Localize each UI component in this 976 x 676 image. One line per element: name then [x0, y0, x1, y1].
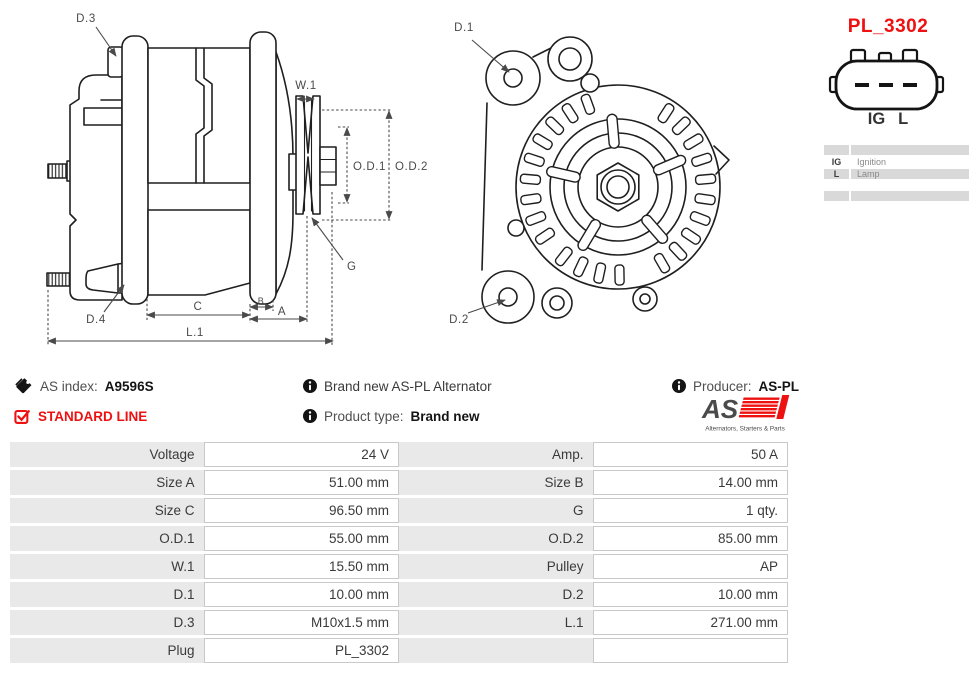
- checkbox-check-icon: [14, 408, 31, 425]
- product-type-value: Brand new: [410, 408, 480, 424]
- spec-label: Size A: [10, 470, 204, 495]
- spec-value: M10x1.5 mm: [204, 610, 400, 635]
- spec-label: Voltage: [10, 442, 204, 467]
- spec-label: O.D.2: [399, 526, 593, 551]
- table-row: [10, 442, 788, 467]
- dim-label-c: C: [193, 301, 203, 313]
- legend-row-l: [824, 169, 969, 179]
- dim-label-d4: D.4: [86, 314, 106, 326]
- spec-label: D.2: [399, 582, 593, 607]
- dim-label-a: A: [277, 306, 287, 318]
- product-type-label: Product type:: [324, 408, 404, 424]
- dim-label-d3: D.3: [76, 13, 96, 25]
- table-row: [10, 526, 788, 551]
- spec-label: O.D.1: [10, 526, 204, 551]
- spec-value: AP: [593, 554, 789, 579]
- product-type-item: [303, 407, 480, 425]
- tag-icon: [14, 377, 33, 396]
- spec-label: Plug: [10, 638, 204, 663]
- connector-pin-slots: [855, 83, 917, 87]
- dim-label-od2: O.D.2: [395, 161, 429, 173]
- as-index-item: [14, 377, 154, 395]
- spec-value: 96.50 mm: [204, 498, 400, 523]
- spec-value: 85.00 mm: [593, 526, 789, 551]
- alternator-front-view: [482, 37, 729, 323]
- legend-key: IG: [831, 157, 842, 167]
- logo-tagline: Alternators, Starters & Parts: [705, 425, 785, 433]
- standard-line-item: [14, 407, 147, 425]
- spec-value: 51.00 mm: [204, 470, 400, 495]
- legend-row-ig: [824, 157, 969, 167]
- spec-value: 271.00 mm: [593, 610, 789, 635]
- table-row: [10, 610, 788, 635]
- spec-label: Pulley: [399, 554, 593, 579]
- spec-value: 24 V: [204, 442, 400, 467]
- spec-value: 14.00 mm: [593, 470, 789, 495]
- spec-value: 10.00 mm: [593, 582, 789, 607]
- spec-value: 50 A: [593, 442, 789, 467]
- as-pl-logo: [694, 392, 796, 434]
- spec-value: 10.00 mm: [204, 582, 400, 607]
- dim-label-d2: D.2: [449, 314, 469, 326]
- front-view-dim-labels: [449, 22, 474, 326]
- dim-label-g: G: [347, 261, 357, 273]
- spec-label: Size C: [10, 498, 204, 523]
- spec-label: W.1: [10, 554, 204, 579]
- plug-pin-names: [832, 110, 944, 129]
- legend-key: L: [824, 169, 849, 179]
- spec-label: D.1: [10, 582, 204, 607]
- plug-code-title: PL_3302: [847, 16, 929, 37]
- spec-label: Amp.: [399, 442, 593, 467]
- dim-label-d1: D.1: [454, 22, 474, 34]
- spec-table: [10, 442, 788, 666]
- table-row: [10, 470, 788, 495]
- dim-label-l1: L.1: [186, 327, 204, 339]
- info-icon: [303, 409, 317, 423]
- dim-label-w1: W.1: [295, 80, 317, 92]
- spec-label: [399, 638, 593, 663]
- dim-label-od1: O.D.1: [353, 161, 387, 173]
- standard-line-label: STANDARD LINE: [38, 408, 148, 424]
- spec-value: 1 qty.: [593, 498, 789, 523]
- plug-connector-drawing: [830, 50, 943, 109]
- spec-label: Size B: [399, 470, 593, 495]
- pin-label-ig: IG: [867, 110, 886, 128]
- description-text: Brand new AS-PL Alternator: [324, 378, 492, 394]
- producer-label: Producer:: [693, 378, 752, 394]
- description-item: [303, 377, 492, 395]
- pin-legend-table: [824, 145, 969, 203]
- spec-value: 15.50 mm: [204, 554, 400, 579]
- legend-footer-row: [824, 191, 969, 201]
- info-icon: [672, 379, 686, 393]
- as-index-value: A9596S: [104, 378, 154, 394]
- alternator-side-view: [47, 32, 336, 304]
- pin-label-l: L: [898, 110, 909, 128]
- spec-label: G: [399, 498, 593, 523]
- table-row: [10, 554, 788, 579]
- as-index-label: AS index:: [40, 378, 98, 394]
- legend-header-row: [824, 145, 969, 155]
- dim-label-b: B: [257, 296, 265, 306]
- spec-value: [593, 638, 789, 663]
- logo-text: AS: [702, 394, 739, 424]
- table-row: [10, 582, 788, 607]
- table-row: [10, 638, 788, 663]
- info-icon: [303, 379, 317, 393]
- legend-value: Lamp: [851, 169, 969, 179]
- table-row: [10, 498, 788, 523]
- legend-value: Ignition: [857, 157, 887, 167]
- spec-value: 55.00 mm: [204, 526, 400, 551]
- producer-value: AS-PL: [758, 378, 800, 394]
- spec-value: PL_3302: [204, 638, 400, 663]
- spec-label: D.3: [10, 610, 204, 635]
- spec-label: L.1: [399, 610, 593, 635]
